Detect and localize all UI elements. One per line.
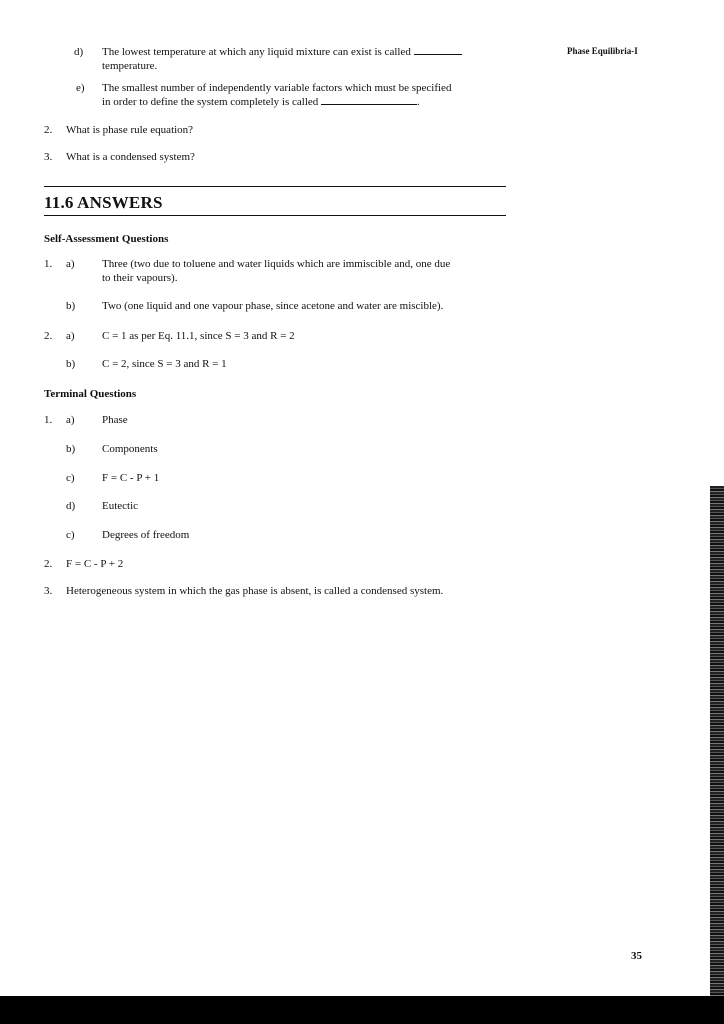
terminal-3-number: 3. (44, 585, 53, 597)
terminal-3-text: Heterogeneous system in which the gas phase is absent, is called a condensed system. (66, 585, 444, 597)
terminal-1d-label: d) (66, 500, 76, 512)
terminal-2-number: 2. (44, 558, 53, 570)
terminal-1a-text: Phase (102, 414, 128, 426)
answer-blank (414, 54, 462, 55)
question-2-number: 2. (44, 124, 53, 136)
question-d-label: d) (74, 46, 84, 58)
question-3-text: What is a condensed system? (66, 151, 195, 163)
answer-blank (321, 104, 417, 105)
answer-1b-text: Two (one liquid and one vapour phase, since acetone and water are miscible). (102, 300, 444, 312)
terminal-1-number: 1. (44, 414, 53, 426)
question-d-text: The lowest temperature at which any liquid mixture can exist is called (102, 46, 462, 59)
terminal-1b-label: b) (66, 443, 76, 455)
terminal-1c-text: F = C - P + 1 (102, 472, 160, 484)
question-2-text: What is phase rule equation? (66, 124, 194, 136)
scan-bottom-bar (0, 996, 724, 1024)
scan-edge-artifact (710, 486, 724, 996)
answer-2-number: 2. (44, 330, 53, 342)
running-header: Phase Equilibria-I (567, 46, 638, 56)
terminal-questions-heading: Terminal Questions (44, 388, 137, 400)
section-rule-top (44, 186, 506, 187)
terminal-1a-label: a) (66, 414, 75, 426)
question-e-label: e) (76, 82, 85, 94)
terminal-1d-text: Eutectic (102, 500, 139, 512)
answer-1a-label: a) (66, 258, 75, 270)
answer-2b-text: C = 2, since S = 3 and R = 1 (102, 358, 227, 370)
terminal-1e-label: c) (66, 529, 75, 541)
question-e-text-cont: in order to define the system completely is called . (102, 96, 420, 108)
question-3-number: 3. (44, 151, 53, 163)
answer-2a-text: C = 1 as per Eq. 11.1, since S = 3 and R = 2 (102, 330, 295, 342)
terminal-1b-text: Components (102, 443, 158, 455)
question-d-text-cont: temperature. (102, 60, 158, 72)
answer-2a-label: a) (66, 330, 75, 342)
page-number: 35 (631, 950, 642, 962)
answer-1a-text: Three (two due to toluene and water liquids which are immiscible and, one due (102, 258, 451, 270)
self-assessment-heading: Self-Assessment Questions (44, 233, 169, 245)
section-rule-bottom (44, 215, 506, 216)
answer-2b-label: b) (66, 358, 76, 370)
answer-1a-text-cont: to their vapours). (102, 272, 178, 284)
answer-1b-label: b) (66, 300, 76, 312)
question-e-text: The smallest number of independently variable factors which must be specified (102, 82, 452, 94)
terminal-1e-text: Degrees of freedom (102, 529, 190, 541)
answer-1-number: 1. (44, 258, 53, 270)
terminal-2-text: F = C - P + 2 (66, 558, 124, 570)
terminal-1c-label: c) (66, 472, 75, 484)
section-title: 11.6 ANSWERS (44, 193, 163, 212)
